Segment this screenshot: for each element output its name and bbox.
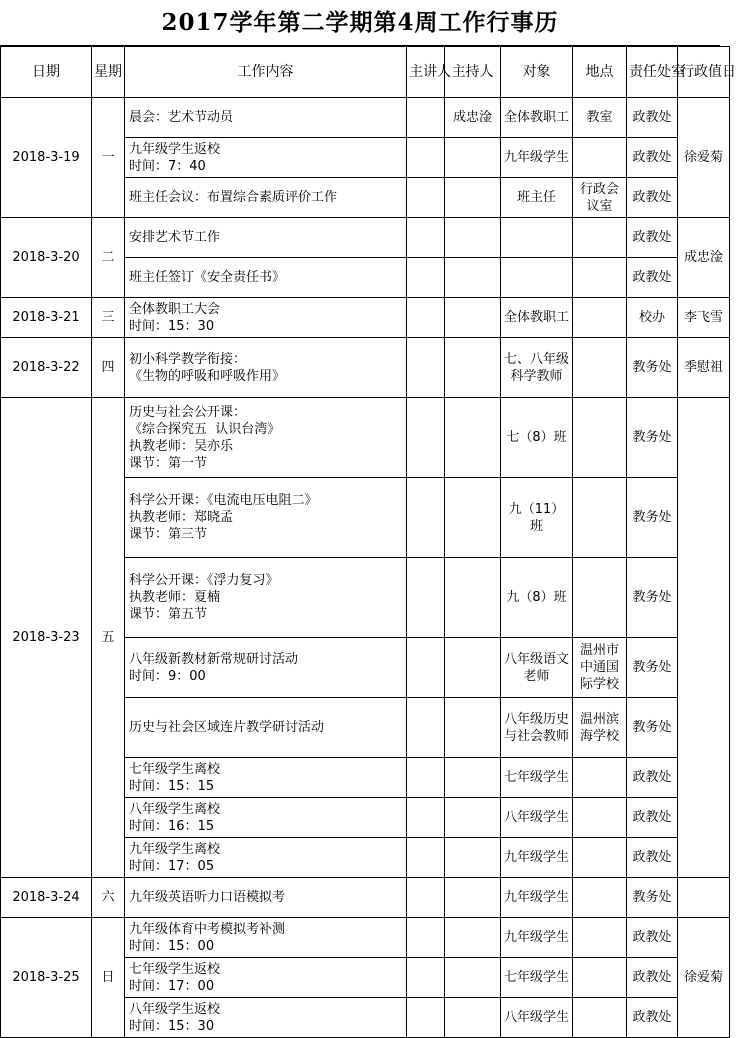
content-cell: 七年级学生离校 时间：15：15 bbox=[125, 758, 407, 798]
location-cell bbox=[573, 138, 627, 178]
location-cell: 教室 bbox=[573, 98, 627, 138]
content-cell: 班主任会议：布置综合素质评价工作 bbox=[125, 178, 407, 218]
weekday-cell: 日 bbox=[92, 918, 125, 1038]
speaker-cell bbox=[407, 798, 445, 838]
office-cell: 教务处 bbox=[627, 558, 678, 638]
table-row bbox=[1, 298, 730, 338]
table-row bbox=[1, 398, 730, 478]
header-duty: 行政值日 bbox=[678, 47, 730, 98]
audience-cell: 八年级学生 bbox=[501, 998, 573, 1038]
audience-cell: 七（8）班 bbox=[501, 398, 573, 478]
content-cell: 科学公开课：《电流电压电阻二》 执教老师：郑晓孟 课节：第三节 bbox=[125, 478, 407, 558]
office-cell: 政教处 bbox=[627, 98, 678, 138]
office-cell: 政教处 bbox=[627, 918, 678, 958]
host-cell bbox=[445, 478, 501, 558]
speaker-cell bbox=[407, 478, 445, 558]
header-content: 工作内容 bbox=[125, 47, 407, 98]
audience-cell: 班主任 bbox=[501, 178, 573, 218]
audience-cell: 九年级学生 bbox=[501, 878, 573, 918]
location-cell bbox=[573, 298, 627, 338]
audience-cell: 九年级学生 bbox=[501, 838, 573, 878]
content-cell: 九年级体育中考模拟考补测 时间：15：00 bbox=[125, 918, 407, 958]
speaker-cell bbox=[407, 398, 445, 478]
host-cell bbox=[445, 998, 501, 1038]
duty-cell: 李飞雪 bbox=[678, 298, 730, 338]
office-cell: 教务处 bbox=[627, 338, 678, 398]
audience-cell bbox=[501, 218, 573, 258]
weekday-cell: 五 bbox=[92, 398, 125, 878]
location-cell bbox=[573, 758, 627, 798]
weekday-cell: 四 bbox=[92, 338, 125, 398]
schedule-body bbox=[1, 98, 730, 1038]
speaker-cell bbox=[407, 998, 445, 1038]
header-weekday: 星期 bbox=[92, 47, 125, 98]
weekday-cell: 二 bbox=[92, 218, 125, 298]
audience-cell: 全体教职工 bbox=[501, 98, 573, 138]
office-cell: 教务处 bbox=[627, 638, 678, 698]
location-cell bbox=[573, 878, 627, 918]
header-office: 责任处室 bbox=[627, 47, 678, 98]
date-cell: 2018-3-22 bbox=[1, 338, 92, 398]
host-cell bbox=[445, 178, 501, 218]
date-cell: 2018-3-23 bbox=[1, 398, 92, 878]
header-audience: 对象 bbox=[501, 47, 573, 98]
audience-cell: 七年级学生 bbox=[501, 758, 573, 798]
duty-cell: 徐爱菊 bbox=[678, 918, 730, 1038]
table-row bbox=[1, 218, 730, 258]
speaker-cell bbox=[407, 298, 445, 338]
office-cell: 政教处 bbox=[627, 838, 678, 878]
content-cell: 八年级学生离校 时间：16：15 bbox=[125, 798, 407, 838]
host-cell bbox=[445, 958, 501, 998]
host-cell: 成忠淦 bbox=[445, 98, 501, 138]
host-cell bbox=[445, 918, 501, 958]
duty-cell: 季慰祖 bbox=[678, 338, 730, 398]
office-cell: 教务处 bbox=[627, 478, 678, 558]
speaker-cell bbox=[407, 178, 445, 218]
content-cell: 七年级学生返校 时间：17：00 bbox=[125, 958, 407, 998]
location-cell bbox=[573, 918, 627, 958]
date-cell: 2018-3-24 bbox=[1, 878, 92, 918]
office-cell: 政教处 bbox=[627, 958, 678, 998]
content-cell: 九年级学生返校 时间：7：40 bbox=[125, 138, 407, 178]
content-cell: 历史与社会区域连片教学研讨活动 bbox=[125, 698, 407, 758]
location-cell bbox=[573, 838, 627, 878]
location-cell: 温州市中通国际学校 bbox=[573, 638, 627, 698]
speaker-cell bbox=[407, 258, 445, 298]
host-cell bbox=[445, 298, 501, 338]
schedule-table bbox=[0, 46, 736, 1038]
speaker-cell bbox=[407, 698, 445, 758]
weekday-cell: 一 bbox=[92, 98, 125, 218]
date-cell: 2018-3-21 bbox=[1, 298, 92, 338]
date-cell: 2018-3-19 bbox=[1, 98, 92, 218]
location-cell bbox=[573, 558, 627, 638]
header-row bbox=[1, 47, 730, 98]
host-cell bbox=[445, 558, 501, 638]
audience-cell: 七年级学生 bbox=[501, 958, 573, 998]
content-cell: 八年级学生返校 时间：15：30 bbox=[125, 998, 407, 1038]
location-cell bbox=[573, 398, 627, 478]
audience-cell: 九（8）班 bbox=[501, 558, 573, 638]
office-cell: 政教处 bbox=[627, 998, 678, 1038]
host-cell bbox=[445, 218, 501, 258]
page-title: 2017学年第二学期第4周工作行事历 bbox=[0, 0, 720, 46]
office-cell: 政教处 bbox=[627, 218, 678, 258]
content-cell: 九年级英语听力口语模拟考 bbox=[125, 878, 407, 918]
date-cell: 2018-3-20 bbox=[1, 218, 92, 298]
office-cell: 政教处 bbox=[627, 258, 678, 298]
speaker-cell bbox=[407, 338, 445, 398]
host-cell bbox=[445, 258, 501, 298]
weekday-cell: 六 bbox=[92, 878, 125, 918]
location-cell bbox=[573, 218, 627, 258]
location-cell: 温州滨海学校 bbox=[573, 698, 627, 758]
location-cell bbox=[573, 998, 627, 1038]
header-date: 日期 bbox=[1, 47, 92, 98]
table-row bbox=[1, 918, 730, 958]
audience-cell bbox=[501, 258, 573, 298]
content-cell: 八年级新教材新常规研讨活动 时间：9：00 bbox=[125, 638, 407, 698]
duty-cell: 成忠淦 bbox=[678, 218, 730, 298]
table-row bbox=[1, 878, 730, 918]
speaker-cell bbox=[407, 758, 445, 798]
content-cell: 历史与社会公开课： 《综合探究五 认识台湾》 执教老师：吴亦乐 课节：第一节 bbox=[125, 398, 407, 478]
office-cell: 教务处 bbox=[627, 398, 678, 478]
speaker-cell bbox=[407, 558, 445, 638]
audience-cell: 七、八年级科学教师 bbox=[501, 338, 573, 398]
audience-cell: 九（11）班 bbox=[501, 478, 573, 558]
content-cell: 晨会：艺术节动员 bbox=[125, 98, 407, 138]
content-cell: 全体教职工大会 时间：15：30 bbox=[125, 298, 407, 338]
content-cell: 班主任签订《安全责任书》 bbox=[125, 258, 407, 298]
office-cell: 政教处 bbox=[627, 798, 678, 838]
header-speaker: 主讲人 bbox=[407, 47, 445, 98]
office-cell: 校办 bbox=[627, 298, 678, 338]
header-location: 地点 bbox=[573, 47, 627, 98]
content-cell: 安排艺术节工作 bbox=[125, 218, 407, 258]
host-cell bbox=[445, 878, 501, 918]
audience-cell: 九年级学生 bbox=[501, 138, 573, 178]
speaker-cell bbox=[407, 98, 445, 138]
office-cell: 政教处 bbox=[627, 758, 678, 798]
speaker-cell bbox=[407, 138, 445, 178]
office-cell: 教务处 bbox=[627, 698, 678, 758]
location-cell bbox=[573, 478, 627, 558]
office-cell: 政教处 bbox=[627, 178, 678, 218]
host-cell bbox=[445, 798, 501, 838]
speaker-cell bbox=[407, 878, 445, 918]
audience-cell: 八年级历史与社会教师 bbox=[501, 698, 573, 758]
host-cell bbox=[445, 398, 501, 478]
table-row bbox=[1, 98, 730, 138]
duty-cell bbox=[678, 398, 730, 878]
duty-cell bbox=[678, 878, 730, 918]
header-host: 主持人 bbox=[445, 47, 501, 98]
location-cell bbox=[573, 258, 627, 298]
content-cell: 科学公开课：《浮力复习》 执教老师：夏楠 课节：第五节 bbox=[125, 558, 407, 638]
office-cell: 政教处 bbox=[627, 138, 678, 178]
audience-cell: 八年级语文老师 bbox=[501, 638, 573, 698]
audience-cell: 全体教职工 bbox=[501, 298, 573, 338]
content-cell: 九年级学生离校 时间：17：05 bbox=[125, 838, 407, 878]
audience-cell: 八年级学生 bbox=[501, 798, 573, 838]
host-cell bbox=[445, 138, 501, 178]
host-cell bbox=[445, 338, 501, 398]
speaker-cell bbox=[407, 218, 445, 258]
speaker-cell bbox=[407, 958, 445, 998]
host-cell bbox=[445, 698, 501, 758]
location-cell bbox=[573, 958, 627, 998]
weekday-cell: 三 bbox=[92, 298, 125, 338]
location-cell: 行政会议室 bbox=[573, 178, 627, 218]
host-cell bbox=[445, 638, 501, 698]
location-cell bbox=[573, 798, 627, 838]
table-row bbox=[1, 338, 730, 398]
location-cell bbox=[573, 338, 627, 398]
host-cell bbox=[445, 758, 501, 798]
date-cell: 2018-3-25 bbox=[1, 918, 92, 1038]
speaker-cell bbox=[407, 838, 445, 878]
host-cell bbox=[445, 838, 501, 878]
office-cell: 教务处 bbox=[627, 878, 678, 918]
speaker-cell bbox=[407, 918, 445, 958]
audience-cell: 九年级学生 bbox=[501, 918, 573, 958]
content-cell: 初小科学教学衔接： 《生物的呼吸和呼吸作用》 bbox=[125, 338, 407, 398]
speaker-cell bbox=[407, 638, 445, 698]
duty-cell: 徐爱菊 bbox=[678, 98, 730, 218]
